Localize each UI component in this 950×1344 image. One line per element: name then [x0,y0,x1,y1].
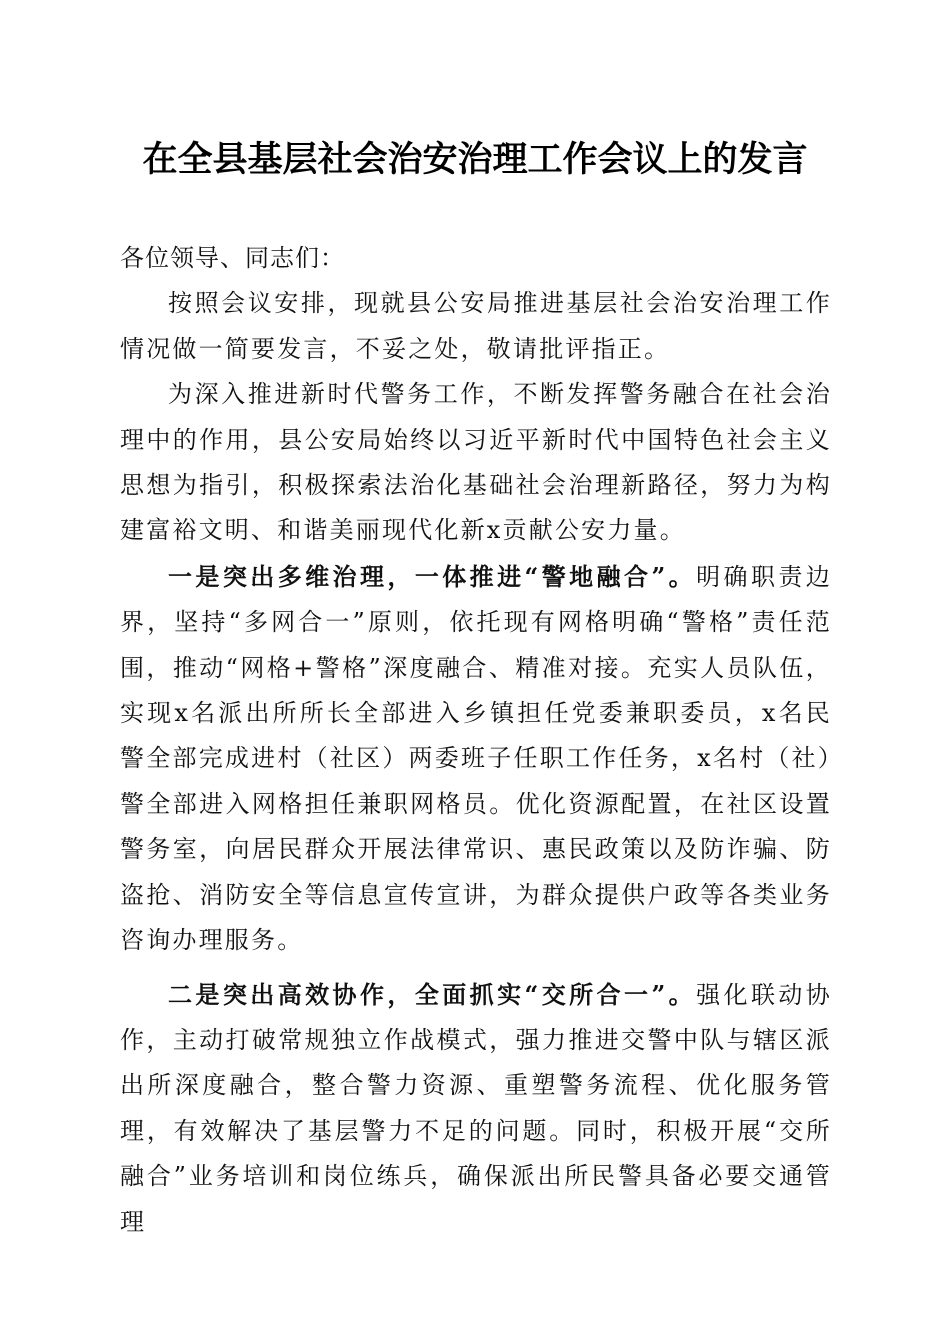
paragraph-text: 明确职责边界，坚持“多网合一”原则，依托现有网格明确“警格”责任范围，推动“网格+警格”深度融合、精准对接。充实人员队伍，实现x名派出所所长全部进入乡镇担任党委兼职委员，x名民警全部完成进村（社区）两委班子任职工作任务，x名村（社）警全部进入网格担任兼职网格员。优化资源配置，在社区设置警务室，向居民群众开展法律常识、惠民政策以及防诈骗、防盗抢、消防安全等信息宣传宣讲，为群众提供户政等各类业务咨询办理服务。 [120,562,833,955]
salutation: 各位领导、同志们： [120,244,345,272]
document-title: 在全县基层社会治安治理工作会议上的发言 [142,139,808,180]
paragraph-background [120,372,832,554]
paragraph-lead: 二是突出高效协作，全面抓实“交所合一”。 [168,979,697,1009]
paragraph-lead: 一是突出多维治理，一体推进“警地融合”。 [168,561,697,591]
document-body [120,236,832,1245]
paragraph-gap [120,964,832,972]
paragraph-text: 按照会议安排，现就县公安局推进基层社会治安治理工作情况做一简要发言，不妥之处，敬请批评指正。 [120,289,832,363]
paragraph-text: 为深入推进新时代警务工作，不断发挥警务融合在社会治理中的作用，县公安局始终以习近平新时代中国特色社会主义思想为指引，积极探索法治化基础社会治理新路径，努力为构建富裕文明、和谐美丽现代化新x贡献公安力量。 [120,380,832,545]
paragraph-point-one [120,554,832,964]
paragraph-text: 强化联动协作，主动打破常规独立作战模式，强力推进交警中队与辖区派出所深度融合，整合警力资源、重塑警务流程、优化服务管理，有效解决了基层警力不足的问题。同时，积极开展“交所融合”业务培训和岗位练兵，确保派出所民警具备必要交通管理 [120,980,833,1236]
paragraph-intro [120,281,832,372]
paragraph-point-two [120,972,832,1245]
